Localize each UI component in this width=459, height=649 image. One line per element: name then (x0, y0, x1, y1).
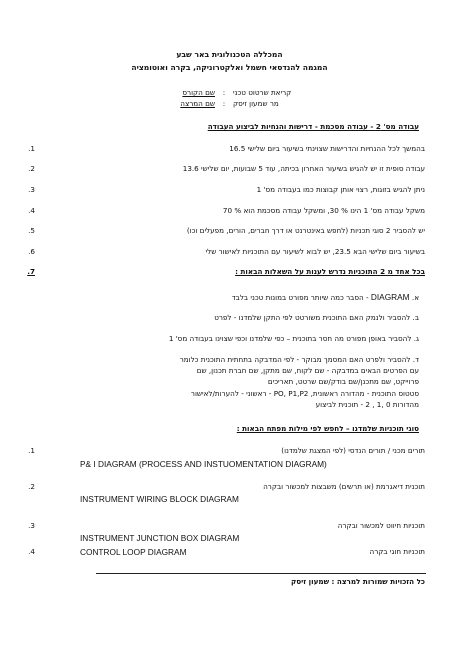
type-hebrew: תורים מכני / תורים הנדסי (לפי המצגת שלמדנו) (281, 446, 425, 455)
types-title: סוגי תוכניות שלמדנו – לחפש לפי מילות מפתח הבאות : (236, 424, 419, 433)
question-a (19, 292, 419, 302)
question-d-line: פרוייקט, שם מתכנן/שם בודק/שם שרטט, תאריכים (267, 377, 419, 386)
type-english: INSTRUMENT WIRING BLOCK DIAGRAM (80, 494, 239, 504)
college-name: המכללה הטכנולוגית באר שבע (176, 50, 283, 59)
department-name: המגמה להנדסאי חשמל ואלקטרוניקה, בקרה ואוטומציה (131, 63, 328, 72)
type-hebrew: תוכניות חיווט למכשור ובקרה (337, 521, 425, 530)
course-value: קריאת שרטוט טכני (233, 88, 292, 97)
course-key: שם הקורס (182, 88, 215, 97)
question-b: ב. להסביר ולנמק האם התוכנית משורטט לפי התקן שלמדנו - לפרט (214, 313, 419, 322)
item-text: עבודה סופית זו יש להגיש בשיעור האחרון בכיתה, עוד 5 שבועות, יום שלישי 13.6 (182, 164, 425, 173)
type-number: 2. (28, 482, 35, 491)
type-item (25, 521, 425, 530)
type-number: 3. (28, 521, 35, 530)
type-hebrew: תוכנית דיאגרמת (או תרשים) משבצות למכשור ובקרה (263, 482, 425, 491)
type-number: 1. (28, 446, 35, 455)
type-hebrew: תוכניות חוגי בקרה (369, 547, 425, 556)
teacher-key: שם המרצה (180, 99, 215, 108)
type-english: CONTROL LOOP DIAGRAM (80, 547, 187, 557)
list-item (25, 267, 425, 276)
assignment-title: עבודה מס' 2 - עבודה מסכמת - דרישות והנחיות לביצוע העבודה (207, 122, 419, 131)
list-item (25, 144, 425, 153)
type-item (25, 482, 425, 491)
type-english: P& I DIAGRAM (PROCESS AND INSTUOMENTATION DIAGRAM) (80, 459, 327, 469)
list-item (25, 206, 425, 215)
item-number: 1. (28, 144, 35, 153)
item-text: בכל אחד מ 2 התוכניות נדרש לענות על השאלות הבאות : (235, 267, 425, 276)
footer-divider (96, 573, 426, 574)
type-english: INSTRUMENT JUNCTION BOX DIAGRAM (80, 533, 240, 543)
question-a-prefix: א. (411, 293, 419, 302)
question-d-line: סטטוס התוכנית - מהדורה ראשונית, PO, P1,P2 - ראשוני - להערות/לאישור (190, 389, 419, 398)
item-text: בהמשך לכל ההנחיות והדרישות שצוינתי בשיעור ביום שלישי 16.5 (229, 144, 425, 153)
item-text: בשיעור ביום שלישי הבא 23.5, יש לבוא לשיעור עם התוכניות לאישור שלי (205, 247, 425, 256)
item-number: 3. (28, 185, 35, 194)
question-d-line: ד. להסביר ולפרט האם המסמך מבוקר - לפי המדבקה בתחתית התוכנית כלומר (179, 355, 419, 364)
footer-copyright: כל הזכויות שמורות למרצה : שמעון זיסק (290, 577, 425, 586)
item-text: ניתן להגיש בזוגות, רצוי אותן קבוצות כמו בעבודה מס' 1 (256, 185, 425, 194)
item-number: 4. (28, 206, 35, 215)
course-row (159, 88, 419, 97)
list-item (25, 226, 425, 235)
item-text: משקל עבודה מס' 1 הינו % 30, ומשקל עבודה מסכמת הוא % 70 (222, 206, 425, 215)
teacher-separator: : (222, 99, 226, 108)
teacher-value: מר שמעון זיסק (233, 99, 279, 108)
item-number: 5. (28, 226, 35, 235)
item-text: יש להסביר 2 סוגי תכניות (לחפש באינטרנט או דרך חברים, הורים, מפעלים וכו) (186, 226, 425, 235)
question-c: ג. להסביר באופן מפורט מה חסר בתוכנית – כפי שלמדנו וכפי שצוינו בעבודה מס' 1 (168, 334, 419, 343)
type-item (25, 446, 425, 455)
item-number: 2. (28, 164, 35, 173)
teacher-row (159, 99, 419, 108)
question-a-english: DIAGRAM (370, 292, 410, 302)
list-item (25, 247, 425, 256)
question-d-line: עם הפרטים הבאים במדבקה - שם לקוח, שם מתקן, שם חברת תכנון, שם (196, 366, 419, 375)
item-number: 7. (27, 267, 35, 276)
question-a-text: - הסבר כמה שיותר מפורט במונות טכני בלבד (231, 293, 369, 302)
question-d-line: מהדורות 0 ,1 , 2 - תוכנית לביצוע (315, 400, 419, 409)
course-separator: : (222, 88, 226, 97)
type-number: 4. (28, 547, 35, 556)
list-item (25, 185, 425, 194)
item-number: 6. (28, 247, 35, 256)
list-item (25, 164, 425, 173)
